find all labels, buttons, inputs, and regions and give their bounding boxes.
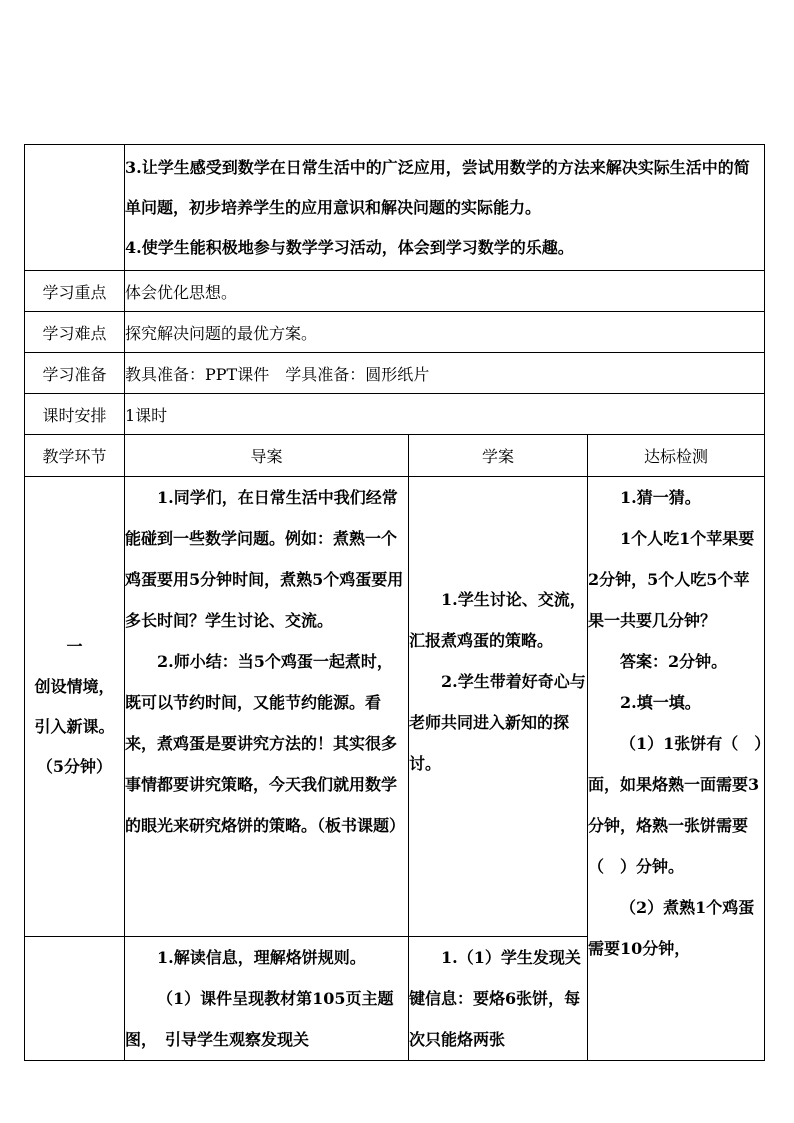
stage-title-line2: 引入新课。	[34, 716, 115, 736]
section-1-guide	[125, 477, 409, 937]
goals-label-cell	[25, 145, 125, 271]
difficulty-row	[25, 312, 765, 353]
check-paragraph: （2）煮熟1个鸡蛋需要10分钟，	[588, 898, 755, 958]
key-point-row	[25, 271, 765, 312]
key-point-value: 体会优化思想。	[125, 271, 765, 312]
stage-number: 一	[66, 636, 83, 656]
lesson-plan-table	[24, 144, 765, 1061]
check-paragraph: 2.填一填。	[620, 693, 701, 712]
study-paragraph: 2.学生带着好奇心与老师共同进入新知的探讨。	[409, 672, 586, 773]
guide-header: 导案	[125, 435, 409, 477]
check-paragraph: （1）1张饼有（ ）面，如果烙熟一面需要3分钟，烙熟一张饼需要（ ）分钟。	[588, 734, 763, 876]
difficulty-label: 学习难点	[25, 312, 125, 353]
guide-paragraph: （1）课件呈现教材第105页主题图， 引导学生观察发现关	[125, 989, 394, 1049]
guide-paragraph: 1.解读信息，理解烙饼规则。	[157, 948, 366, 967]
goal-3-text: 3.让学生感受到数学在日常生活中的广泛应用，尝试用数学的方法来解决实际生活中的简单问题，初步培养学生的应用意识和解决问题的实际能力。	[125, 157, 750, 217]
section-1-row	[25, 477, 765, 937]
section-2-stage	[25, 937, 125, 1061]
key-point-label: 学习重点	[25, 271, 125, 312]
preparation-value: 教具准备：PPT课件 学具准备：圆形纸片	[125, 353, 765, 394]
goals-cell	[125, 145, 765, 271]
guide-paragraph: 1.同学们，在日常生活中我们经常能碰到一些数学问题。例如：煮熟一个鸡蛋要用5分钟时间，煮熟5个鸡蛋要用多长时间？学生讨论、交流。	[125, 488, 404, 630]
preparation-label: 学习准备	[25, 353, 125, 394]
check-paragraph: 1.猜一猜。	[620, 488, 701, 507]
check-paragraph: 答案：2分钟。	[620, 652, 728, 671]
goals-row	[25, 145, 765, 271]
schedule-value: 1课时	[125, 394, 765, 435]
stage-header: 教学环节	[25, 435, 125, 477]
section-1-study	[409, 477, 588, 937]
section-2-guide	[125, 937, 409, 1061]
header-row	[25, 435, 765, 477]
check-paragraph: 1个人吃1个苹果要2分钟，5个人吃5个苹果一共要几分钟？	[588, 529, 755, 630]
section-2-study	[409, 937, 588, 1061]
check-column	[588, 477, 765, 1061]
section-1-stage	[25, 477, 125, 937]
study-header: 学案	[409, 435, 588, 477]
schedule-label: 课时安排	[25, 394, 125, 435]
difficulty-value: 探究解决问题的最优方案。	[125, 312, 765, 353]
schedule-row	[25, 394, 765, 435]
guide-paragraph: 2.师小结：当5个鸡蛋一起煮时，既可以节约时间，又能节约能源。看来，煮鸡蛋是要讲究方法的！其实很多事情都要讲究策略，今天我们就用数学的眼光来研究烙饼的策略。（板书课题）	[125, 652, 406, 835]
check-header: 达标检测	[588, 435, 765, 477]
goal-4-text: 4.使学生能积极地参与数学学习活动，体会到学习数学的乐趣。	[125, 237, 574, 257]
study-paragraph: 1.学生讨论、交流，汇报煮鸡蛋的策略。	[409, 590, 586, 650]
preparation-row	[25, 353, 765, 394]
stage-title-line1: 创设情境，	[34, 676, 115, 696]
stage-time: （5分钟）	[36, 756, 113, 776]
study-paragraph: 1.（1）学生发现关键信息：要烙6张饼，每次只能烙两张	[409, 948, 581, 1049]
